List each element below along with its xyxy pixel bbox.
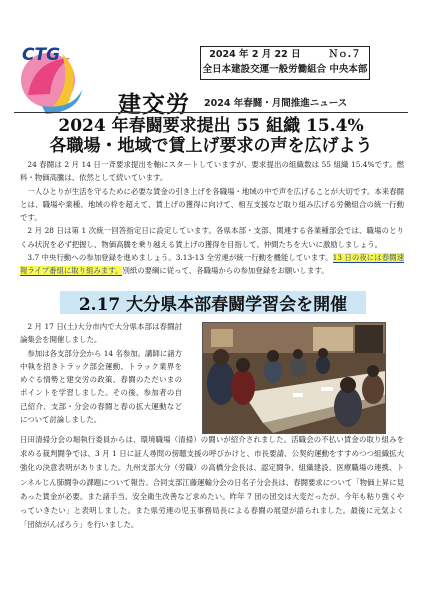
logo-text: CTG	[22, 45, 61, 65]
issue-number: Ｎｏ.７	[328, 49, 361, 60]
p4-after: 別紙の要綱に従って、各職場からの参加登録をお願いします。	[122, 266, 329, 276]
article2-paragraph: 参加は各支部分会から 14 名参加。講師に諸方中執を招きトラック部会運動、トラック業界をめぐる情勢と建交労の政策、春闘のただいまのポイントを学習しました。その後、参加者の自己紹介、支部・分会の春闘と春の拡大運動などについて討論しました。	[20, 348, 182, 425]
article2-left-column	[20, 320, 182, 426]
headline-line2: 各職場・地域で賃上げ要求の声を広げよう	[49, 136, 373, 156]
article1-paragraph: 一人ひとりが生活を守るために必要な賃金の引き上げを各職場・地域の中で声を広げることが大切です。本来春闘とは、職場や業種、地域の枠を超えて、賃上げの獲得に向けて、相互支援など取り組み広げる労働組合の統一行動です。	[20, 186, 404, 223]
article1-paragraph: 2 月 28 日は第 1 次統一回答指定日に設定しています。各県本部・支部、関連する各業種部会では、職場のとりくみ状況を必ず把握し、物価高騰を乗り越える賃上げの獲得を目指して、仲間たちを大いに激励しましょう。	[20, 226, 404, 249]
union-name: 建交労	[118, 92, 190, 118]
ctg-logo	[12, 40, 122, 116]
article1-paragraph-4	[20, 251, 404, 278]
article2-bottom	[20, 433, 404, 532]
logo-graphic	[12, 40, 122, 116]
header-divider	[14, 112, 408, 113]
publisher: 全日本建設交運一般労働組合 中央本部	[202, 64, 368, 75]
issue-date: 2024 年 2 月 22 日	[209, 49, 301, 60]
meeting-photo	[202, 322, 386, 434]
series-title: 2024 年春闘・月間推進ニュース	[204, 98, 348, 109]
article2-paragraph: 2 月 17 日(土)大分市内で大分県本部は春闘討論集会を開催しました。	[20, 322, 182, 345]
article1-paragraph: 24 春闘は 2 月 14 日一斉要求提出を軸にスタートしていますが、要求提出の組織数は 55 組織 15.4%です。燃料・物価高騰は、依然として続いています。	[20, 160, 404, 183]
p4-before: 3.7 中央行動への参加登録を進めましょう。3.13-13 全労連が統一行動を機能しています。	[27, 253, 333, 263]
article1-body	[20, 158, 404, 278]
masthead-box	[200, 46, 370, 80]
headline-line1: 2024 年春闘要求提出 55 組織 15.4%	[58, 116, 364, 136]
section-banner: 2.17 大分県本部春闘学習会を開催	[60, 291, 366, 314]
live-broadcast-highlight: 13 日の夜には春闘速報ライブ番組に取り組みます。	[20, 253, 404, 276]
meeting-photo-graphic	[203, 323, 385, 433]
article2-bottom-paragraph: 日田清掃分会の堀執行委員からは、環境職場（清掃）の闘いが紹介されました。活職会の不払い賃金の取り組みを求める裁判闘争では、3 月 1 日に証人尋問の傍聴支援の呼びかけと、市長要請、公契約運動をすすめつつ組織拡大強化の決意表明がありました。九州支部大分（労職）の高橋分会長は、認定闘争、組織建設、医療職場の連携、トンネルじん肺闘争の課題について報告。合同支部江藤運輸分会の日名子分会長は、春闘要求について「物価上昇に見あった賃金が必要。また諸手当、安全衛生改善など求めたい。昨年 7 団の団交は大変だったが、今年も粘り強くやっていきたい」と表明しました。また県労連の児玉事務局長による春闘の展望が語られました。最後に元気よく「団結がんばろう」を行いました。	[20, 435, 404, 530]
